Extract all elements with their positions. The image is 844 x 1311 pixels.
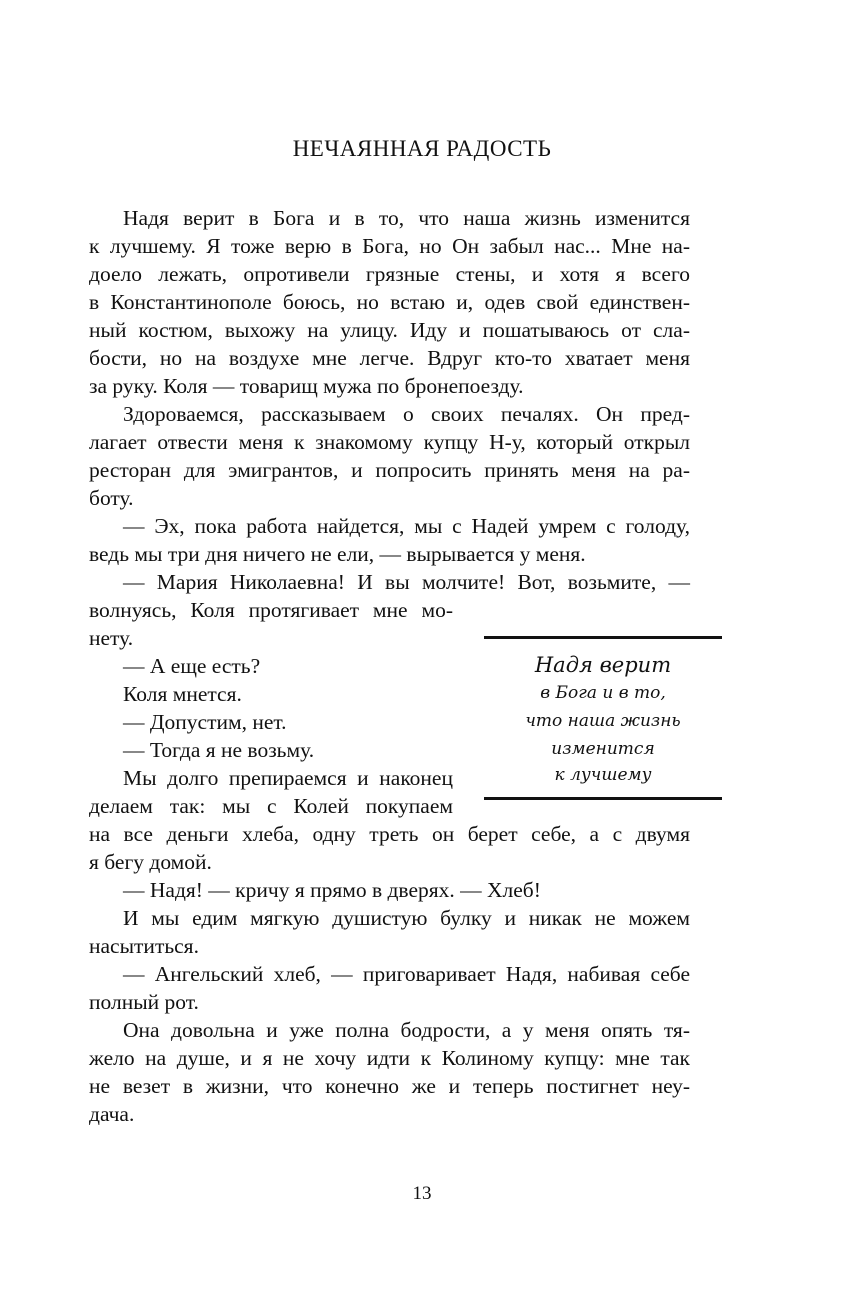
text-line: я бегу домой. xyxy=(89,850,212,874)
text-line: И мы едим мягкую душистую булку и никак не можем xyxy=(123,906,690,930)
pull-quote-line: в Бога и в то, xyxy=(540,683,666,703)
text-line: боту. xyxy=(89,486,134,510)
text-line: лагает отвести меня к знакомому купцу Н-у, который открыл xyxy=(89,430,690,454)
text-line: — Тогда я не возьму. xyxy=(123,738,315,762)
text-line: к лучшему. Я тоже верю в Бога, но Он забыл нас... Мне на- xyxy=(89,234,690,258)
text-line: ведь мы три дня ничего не ели, — вырывается у меня. xyxy=(89,542,586,566)
text-line: волнуясь, Коля протягивает мне мо- xyxy=(89,598,453,622)
pull-quote-line: изменится xyxy=(551,739,655,759)
text-line: не везет в жизни, что конечно же и теперь постигнет неу- xyxy=(89,1074,690,1098)
text-line: на все деньги хлеба, одну треть он берет себе, а с двумя xyxy=(89,822,690,846)
text-line: — А еще есть? xyxy=(123,654,261,678)
pull-quote-line: Надя верит xyxy=(534,653,672,677)
text-line: бости, но на воздухе мне легче. Вдруг кто-то хватает меня xyxy=(89,346,690,370)
text-line: дача. xyxy=(89,1102,135,1126)
text-line: доело лежать, опротивели грязные стены, и хотя я всего xyxy=(89,262,690,286)
text-line: — Ангельский хлеб, — приговаривает Надя, набивая себе xyxy=(123,962,690,986)
text-line: Здороваемся, рассказываем о своих печалях. Он пред- xyxy=(123,402,690,426)
text-line: нету. xyxy=(89,626,134,650)
text-line: Коля мнется. xyxy=(123,682,242,706)
text-line: Мы долго препираемся и наконец xyxy=(123,766,453,790)
text-line: — Допустим, нет. xyxy=(123,710,287,734)
pull-quote xyxy=(484,636,722,800)
pull-quote-line: что наша жизнь xyxy=(525,711,681,731)
text-line: — Надя! — кричу я прямо в дверях. — Хлеб! xyxy=(123,878,541,902)
pull-quote-line: к лучшему xyxy=(554,765,652,785)
text-line: ресторан для эмигрантов, и попросить принять меня на ра- xyxy=(89,458,690,482)
text-line: в Константинополе боюсь, но встаю и, одев свой единствен- xyxy=(89,290,690,314)
text-line: — Эх, пока работа найдется, мы с Надей умрем с голоду, xyxy=(123,514,690,538)
text-line: ный костюм, выхожу на улицу. Иду и пошатываюсь от сла- xyxy=(89,318,690,342)
text-line: Надя верит в Бога и в то, что наша жизнь изменится xyxy=(123,206,690,230)
text-line: — Мария Николаевна! И вы молчите! Вот, возьмите, — xyxy=(123,570,690,594)
text-line: жело на душе, и я не хочу идти к Колиному купцу: мне так xyxy=(89,1046,690,1070)
text-line: Она довольна и уже полна бодрости, а у меня опять тя- xyxy=(123,1018,690,1042)
text-line: насытиться. xyxy=(89,934,199,958)
chapter-title: НЕЧАЯННАЯ РАДОСТЬ xyxy=(292,136,552,161)
page-number: 13 xyxy=(412,1183,432,1204)
text-line: делаем так: мы с Колей покупаем xyxy=(89,794,453,818)
text-line: за руку. Коля — товарищ мужа по бронепоезду. xyxy=(89,374,524,398)
text-line: полный рот. xyxy=(89,990,199,1014)
